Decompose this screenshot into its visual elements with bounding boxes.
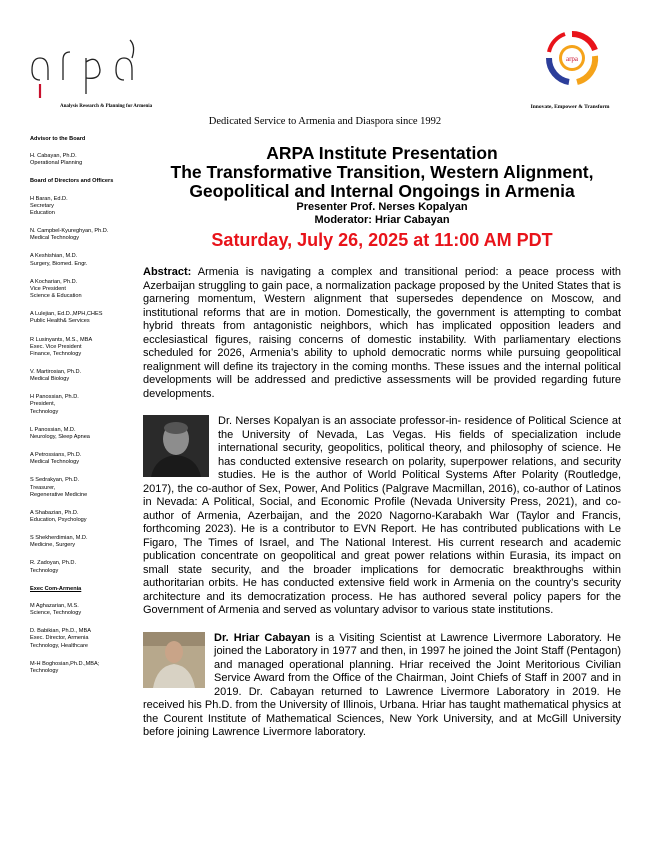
exec-member — [30, 603, 138, 617]
member-line: Treasurer, — [30, 484, 56, 491]
topic-title-line-1: The Transformative Transition, Western Alignment, — [170, 162, 594, 182]
moderator-line: Moderator: Hriar Cabayan — [314, 214, 450, 226]
member-line: Operational Planning — [30, 160, 83, 167]
member-line: A Keshishian, M.D. — [30, 253, 78, 260]
member-line: Technology — [30, 408, 59, 415]
member-line: Neurology, Sleep Apnea — [30, 433, 90, 440]
member-line: Exec. Vice President — [30, 343, 82, 350]
member-line: Science & Education — [30, 293, 82, 300]
cabayan-photo — [143, 632, 205, 688]
cabayan-name: Dr. Hriar Cabayan — [214, 631, 311, 644]
board-member — [30, 535, 138, 549]
member-line: H Panossian, Ph.D. — [30, 394, 79, 401]
member-line: Exec. Director, Armenia — [30, 635, 89, 642]
board-member — [30, 477, 138, 498]
abstract-text: Armenia is navigating a complex and transitional period: a peace process with Azerbaijan struggling to gain pace, a normalization package proposed by the United States that is garnering momentum, Western alignment that supersedes dependence on Moscow, and institutional reforms that are in motion. Domestically, the government is attempting to combat hybrid threats from antagonistic neighbors, which has implicated opposition leaders and ecclesiastical figures, raising concerns of domestic instability. With parliamentary elections scheduled for 2026, Armenia’s ability to uphold democratic norms while pursuing geopolitical realignment will define its trajectory in the coming months. These issues and the internal political developments will be addressed and predictive assessments will be provided regarding future developments. — [143, 266, 621, 400]
board-member — [30, 369, 138, 383]
board-member — [30, 196, 138, 217]
member-line: D. Babikian, Ph.D., MBA — [30, 628, 91, 635]
arpa-logo-left — [28, 32, 158, 122]
member-line: M Aghazarian, M.S. — [30, 602, 79, 609]
member-line: R Lusinyants, M.S., MBA — [30, 336, 93, 343]
board-member — [30, 452, 138, 466]
presentation-title: ARPA Institute Presentation — [266, 143, 498, 163]
member-line: N. Campbel-Kyureghyan, Ph.D. — [30, 228, 109, 235]
left-logo-tagline: Analysis Research & Planning for Armenia — [60, 104, 153, 109]
member-line: M-H Boghosian,Ph.D.,MBA; — [30, 660, 100, 667]
member-line: Technology — [30, 667, 59, 674]
abstract-paragraph — [143, 266, 621, 401]
kopalyan-bio — [143, 415, 621, 618]
board-member — [30, 311, 138, 325]
board-member — [30, 253, 138, 267]
member-line: A Shabazian, Ph.D. — [30, 509, 79, 516]
member-line: Regenerative Medicine — [30, 491, 88, 498]
member-line: Surgery, Biomed. Engr. — [30, 260, 88, 267]
member-line: Finance, Technology — [30, 350, 82, 357]
board-heading: Board of Directors and Officers — [30, 178, 114, 185]
board-member — [30, 560, 138, 574]
member-line: Medical Technology — [30, 459, 80, 466]
svg-text:arpa: arpa — [565, 55, 579, 63]
right-logo-tagline: Innovate, Empower & Transform — [530, 104, 610, 110]
presenter-line: Presenter Prof. Nerses Kopalyan — [296, 201, 468, 213]
advisor-heading: Advisor to the Board — [30, 136, 86, 142]
member-line: A Lulejian, Ed.D.,MPH,CHES — [30, 311, 103, 318]
member-line: S Shekherdimian, M.D. — [30, 535, 88, 542]
exec-member — [30, 661, 138, 675]
member-line: H. Cabayan, Ph.D. — [30, 153, 77, 160]
member-line: R. Zadoyan, Ph.D. — [30, 560, 77, 567]
topic-title-line-2: Geopolitical and Internal Ongoings in Armenia — [189, 181, 575, 201]
member-line: Medicine, Surgery — [30, 542, 76, 549]
member-line: Technology — [30, 567, 59, 574]
member-line: H Baran, Ed.D. — [30, 195, 68, 202]
member-line: A Petrossians, Ph.D. — [30, 452, 82, 459]
board-member — [30, 228, 138, 242]
member-line: L Panossian, M.D. — [30, 426, 76, 433]
member-line: Education — [30, 209, 55, 216]
event-date: Saturday, July 26, 2025 at 11:00 AM PDT — [211, 230, 553, 250]
member-line: V. Martirosian, Ph.D. — [30, 368, 82, 375]
main-content — [143, 144, 621, 740]
kopalyan-photo — [143, 415, 209, 477]
member-line: Technology, Healthcare — [30, 642, 89, 649]
arpa-logo-right — [515, 28, 625, 118]
arpa-circle-logo-icon — [543, 28, 601, 88]
cabayan-bio — [143, 632, 621, 740]
member-line: Science, Technology — [30, 610, 82, 617]
board-member — [30, 427, 138, 441]
cabayan-bio-text: is a Visiting Scientist at Lawrence Livermore Laboratory. He joined the Laboratory in 1977 and then, in 1997 he joined the Joint Staff (Pentagon) and managed operational planning. Hriar received the Joint Meritorious Civilian Service Award from the Office of the Chairman, Joint Chiefs of Staff in 2007 and in 2019. Dr. Cabayan returned to Lawrence Livermore Laboratory in 2019. He received his Ph.D. from the University of Illinois, Urbana. Hriar has taught mathematical physics at the Courent Institute of Mathematical Sciences, New York University, and at McGill University before joining Lawrence Livermore laboratory. — [143, 631, 621, 738]
kopalyan-bio-text: Dr. Nerses Kopalyan is an associate professor-in- residence of Political Science at the University of Nevada, Las Vegas. His fields of specialization include international security, geopolitics, political theory, and philosophy of science. He has conducted extensive research on polarity, superpower relations, and security studies. He is the author of World Political Systems After Polarity (Routledge, 2017), the co-author of Sex, Power, And Politics (Palgrave Macmillan, 2016), co-author of Latinos in Nevada: A Political, Social, and Economic Profile (Nevada University Press, 2021), and co-author of Armenia, Azerbaijan, and the 2020 Nagorno-Karabakh War (Taylor and Francis, forthcoming 2023). He is a contributor to EVN Report. He has contributed publications with Le Figaro, The Times of Israel, and The National Interest. His current research and academic publication concentrate on geopolitical and great power relations within Eurasia, its impact on small state security, and the broader implications for democratic breakthroughs within authoritarian orbits. He has conducted extensive field work in Armenia on the country’s security architecture and its democratization process. He has authored several policy papers for the Government of Armenia and served as voluntary advisor to various state institutions. — [143, 415, 621, 616]
exec-member — [30, 628, 138, 649]
member-line: Secretary — [30, 202, 54, 209]
board-member — [30, 394, 138, 415]
dedicated-service-line: Dedicated Service to Armenia and Diaspora since 1992 — [208, 116, 442, 127]
member-line: President, — [30, 401, 56, 408]
member-line: Public Health& Services — [30, 318, 90, 325]
member-line: Medical Technology — [30, 235, 80, 242]
member-line: S Sedrakyan, Ph.D. — [30, 477, 80, 484]
board-sidebar — [30, 136, 138, 686]
board-member — [30, 510, 138, 524]
member-line: A Kocharian, Ph.D. — [30, 278, 78, 285]
board-member — [30, 337, 138, 358]
arpa-script-logo-icon — [28, 32, 138, 102]
board-member — [30, 279, 138, 300]
member-line: Medical Biology — [30, 376, 70, 383]
abstract-label: Abstract: — [143, 266, 192, 278]
advisor-member — [30, 153, 138, 167]
member-line: Education, Psychology — [30, 517, 87, 523]
member-line: Vice President — [30, 285, 66, 292]
exec-com-heading: Exec Com-Armenia — [30, 585, 82, 592]
